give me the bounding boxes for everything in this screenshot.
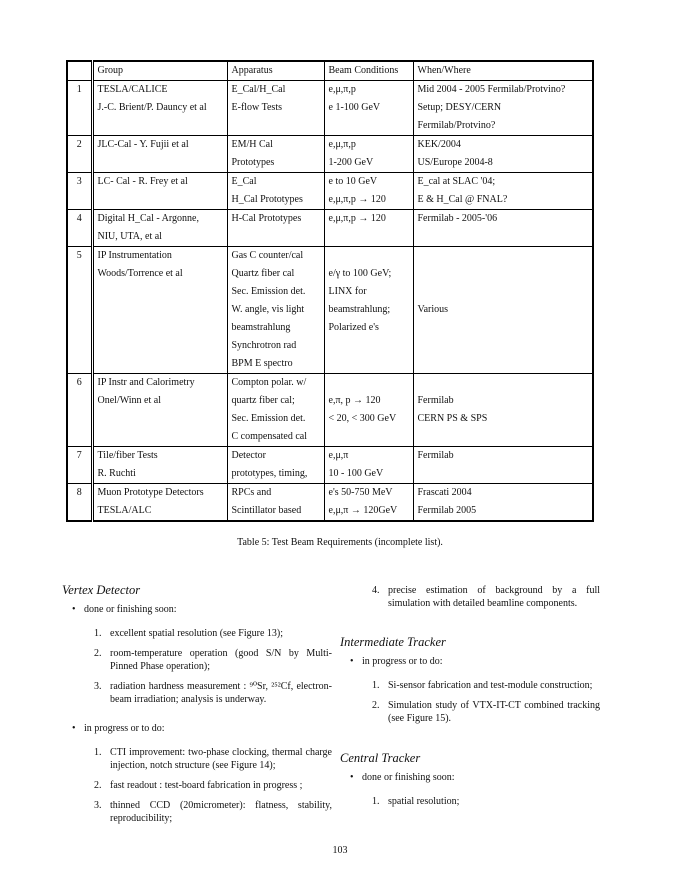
apparatus-cell	[227, 136, 324, 173]
cell-line: e/γ to 100 GeV;	[328, 268, 392, 279]
row-number-cell: 6	[67, 374, 92, 447]
cell-line: US/Europe 2004-8	[417, 157, 493, 168]
cell-line: BPM E spectro	[231, 358, 293, 369]
header-group: Group	[92, 61, 227, 81]
cell-line: Sec. Emission det.	[231, 286, 306, 297]
cell-line: C compensated cal	[231, 431, 308, 442]
cell-line: W. angle, vis light	[231, 304, 305, 315]
cell-line: E & H_Cal @ FNAL?	[417, 194, 508, 205]
page-number: 103	[332, 845, 348, 856]
group-cell	[92, 136, 227, 173]
table-row	[67, 374, 593, 447]
cell-line: Gas C counter/cal	[231, 250, 304, 261]
when-where-cell	[413, 210, 593, 247]
group-cell	[92, 81, 227, 136]
beam-conditions-cell	[324, 81, 413, 136]
apparatus-cell	[227, 210, 324, 247]
group-cell	[92, 484, 227, 522]
cell-line	[418, 374, 589, 392]
cell-line: < 20, < 300 GeV	[328, 413, 397, 424]
cell-line: KEK/2004	[417, 139, 461, 150]
cell-line	[418, 265, 589, 283]
when-where-cell	[413, 247, 593, 374]
apparatus-cell	[227, 81, 324, 136]
when-where-cell	[413, 81, 593, 136]
test-beam-table-wrapper	[66, 60, 592, 522]
cell-line: quartz fiber cal;	[231, 395, 295, 406]
cell-line: Mid 2004 - 2005 Fermilab/Protvino?	[417, 84, 566, 95]
central-list	[340, 795, 600, 808]
table-row	[67, 81, 593, 136]
test-beam-table	[66, 60, 594, 522]
bullet-done: • done or finishing soon:	[62, 603, 332, 616]
cell-line: H_Cal Prototypes	[231, 194, 303, 205]
cell-line: NIU, UTA, et al	[97, 231, 162, 242]
beam-conditions-cell	[324, 447, 413, 484]
cell-line: Quartz fiber cal	[231, 268, 295, 279]
intermediate-list	[340, 679, 600, 725]
cell-line: e,μ,π	[328, 450, 349, 461]
row-number-cell: 2	[67, 136, 92, 173]
cell-line: TESLA/CALICE	[97, 84, 168, 95]
header-apparatus: Apparatus	[227, 61, 324, 81]
cell-line: Muon Prototype Detectors	[97, 487, 204, 498]
cell-line: JLC-Cal - Y. Fujii et al	[97, 139, 189, 150]
table-row	[67, 173, 593, 210]
apparatus-cell	[227, 173, 324, 210]
group-cell	[92, 374, 227, 447]
table-body	[67, 81, 593, 522]
cell-line: IP Instr and Calorimetry	[97, 377, 195, 388]
cell-line: beamstrahlung;	[328, 304, 391, 315]
cell-line: e,μ,π → 120GeV	[328, 505, 398, 516]
left-column	[62, 584, 332, 825]
vertex-todo-list	[62, 746, 332, 825]
cell-line: Fermilab/Protvino?	[417, 120, 496, 131]
when-where-cell	[413, 447, 593, 484]
cell-line: Compton polar. w/	[231, 377, 307, 388]
header-when-where: When/Where	[413, 61, 593, 81]
cell-line: J.-C. Brient/P. Dauncy et al	[97, 102, 207, 113]
cell-line: Frascati 2004	[417, 487, 472, 498]
group-cell	[92, 247, 227, 374]
cell-line: e,μ,π,p	[328, 84, 356, 95]
cell-line: E_Cal/H_Cal	[231, 84, 286, 95]
list-item: 1. excellent spatial resolution (see Figure 13);	[94, 628, 284, 639]
list-item: 2. Simulation study of VTX-IT-CT combined tracking (see Figure 15).	[372, 700, 600, 724]
cell-line: e 1-100 GeV	[328, 102, 381, 113]
cell-line: Fermilab	[417, 395, 454, 406]
cell-line: e,μ,π,p	[328, 139, 356, 150]
central-tracker-heading: Central Tracker	[340, 751, 421, 765]
list-item: 1. Si-sensor fabrication and test-module construction;	[372, 680, 593, 691]
cell-line: Sec. Emission det.	[231, 413, 306, 424]
cell-line: E_Cal	[231, 176, 257, 187]
cell-line: Prototypes	[231, 157, 275, 168]
cell-line: e,μ,π,p → 120	[328, 213, 386, 224]
cell-line: Synchrotron rad	[231, 340, 297, 351]
cell-line	[418, 247, 589, 265]
intermediate-tracker-heading: Intermediate Tracker	[340, 635, 446, 649]
cell-line: IP Instrumentation	[97, 250, 172, 261]
vertex-detector-heading: Vertex Detector	[62, 583, 141, 597]
row-number-cell: 7	[67, 447, 92, 484]
cell-line: prototypes, timing,	[231, 468, 308, 479]
cell-line	[329, 247, 409, 265]
cell-line: e's 50-750 MeV	[328, 487, 393, 498]
cell-line: Onel/Winn et al	[97, 395, 161, 406]
cell-line	[418, 283, 589, 301]
cell-line: EM/H Cal	[231, 139, 273, 150]
cell-line: beamstrahlung	[231, 322, 291, 333]
row-number-cell: 1	[67, 81, 92, 136]
bullet-done: • done or finishing soon:	[340, 771, 600, 784]
vertex-done-list	[62, 627, 332, 706]
table-row	[67, 210, 593, 247]
cell-line: E-flow Tests	[231, 102, 282, 113]
list-item: 4. precise estimation of background by a full simulation with detailed beamline components.	[372, 585, 600, 609]
cell-line: Woods/Torrence et al	[97, 268, 183, 279]
cell-line: e,μ,π,p → 120	[328, 194, 386, 205]
cell-line: LC- Cal - R. Frey et al	[97, 176, 188, 187]
header-beam-conditions: Beam Conditions	[324, 61, 413, 81]
cell-line: Fermilab 2005	[417, 505, 477, 516]
table-row	[67, 484, 593, 522]
cell-line: Detector	[231, 450, 266, 461]
cell-line: H-Cal Prototypes	[231, 213, 302, 224]
beam-conditions-cell	[324, 173, 413, 210]
cell-line: R. Ruchti	[97, 468, 136, 479]
table-header-row	[67, 61, 593, 81]
beam-conditions-cell	[324, 210, 413, 247]
cell-line: Setup; DESY/CERN	[417, 102, 502, 113]
header-num	[67, 61, 92, 81]
cell-line: 10 - 100 GeV	[328, 468, 384, 479]
when-where-cell	[413, 484, 593, 522]
apparatus-cell	[227, 447, 324, 484]
cell-line: RPCs and	[231, 487, 272, 498]
cell-line	[329, 374, 409, 392]
apparatus-cell	[227, 484, 324, 522]
row-number-cell: 4	[67, 210, 92, 247]
group-cell	[92, 210, 227, 247]
list-item: 2. fast readout : test-board fabrication in progress ;	[94, 780, 303, 791]
cell-line: LINX for	[328, 286, 367, 297]
when-where-cell	[413, 173, 593, 210]
row-number-cell: 5	[67, 247, 92, 374]
vertex-list-continued	[340, 584, 600, 610]
cell-line: TESLA/ALC	[97, 505, 152, 516]
beam-conditions-cell	[324, 247, 413, 374]
table-row	[67, 447, 593, 484]
list-item: 1. spatial resolution;	[372, 796, 460, 807]
apparatus-cell	[227, 374, 324, 447]
group-cell	[92, 447, 227, 484]
group-cell	[92, 173, 227, 210]
cell-line: Fermilab	[417, 450, 454, 461]
row-number-cell: 8	[67, 484, 92, 522]
cell-line: Various	[417, 304, 449, 315]
table-row	[67, 136, 593, 173]
cell-line: E_cal at SLAC '04;	[417, 176, 496, 187]
list-item: 1. CTI improvement: two-phase clocking, thermal charge injection, notch structure (see Figure 14);	[94, 747, 332, 771]
list-item: 3. thinned CCD (20micrometer): flatness, stability, reproducibility;	[94, 800, 332, 824]
cell-line: 1-200 GeV	[328, 157, 374, 168]
row-number-cell: 3	[67, 173, 92, 210]
apparatus-cell	[227, 247, 324, 374]
beam-conditions-cell	[324, 374, 413, 447]
cell-line: Scintillator based	[231, 505, 302, 516]
cell-line: Tile/fiber Tests	[97, 450, 158, 461]
bullet-in-progress: • in progress or to do:	[340, 655, 600, 668]
cell-line: Polarized e's	[328, 322, 379, 333]
table-caption: Table 5: Test Beam Requirements (incomplete list).	[237, 537, 443, 548]
cell-line: CERN PS & SPS	[417, 413, 488, 424]
list-item: 2. room-temperature operation (good S/N by Multi-Pinned Phase operation);	[94, 648, 332, 672]
right-column	[340, 584, 600, 808]
beam-conditions-cell	[324, 484, 413, 522]
table-row	[67, 247, 593, 374]
when-where-cell	[413, 136, 593, 173]
cell-line: Fermilab - 2005-'06	[417, 213, 498, 224]
when-where-cell	[413, 374, 593, 447]
beam-conditions-cell	[324, 136, 413, 173]
cell-line: e,π, p → 120	[328, 395, 381, 406]
cell-line: Digital H_Cal - Argonne,	[97, 213, 199, 224]
cell-line: e to 10 GeV	[328, 176, 378, 187]
bullet-in-progress: • in progress or to do:	[62, 722, 332, 735]
list-item: 3. radiation hardness measurement : ⁹⁰Sr, ²⁵²Cf, electron-beam irradiation; analysis is underway.	[94, 681, 332, 705]
